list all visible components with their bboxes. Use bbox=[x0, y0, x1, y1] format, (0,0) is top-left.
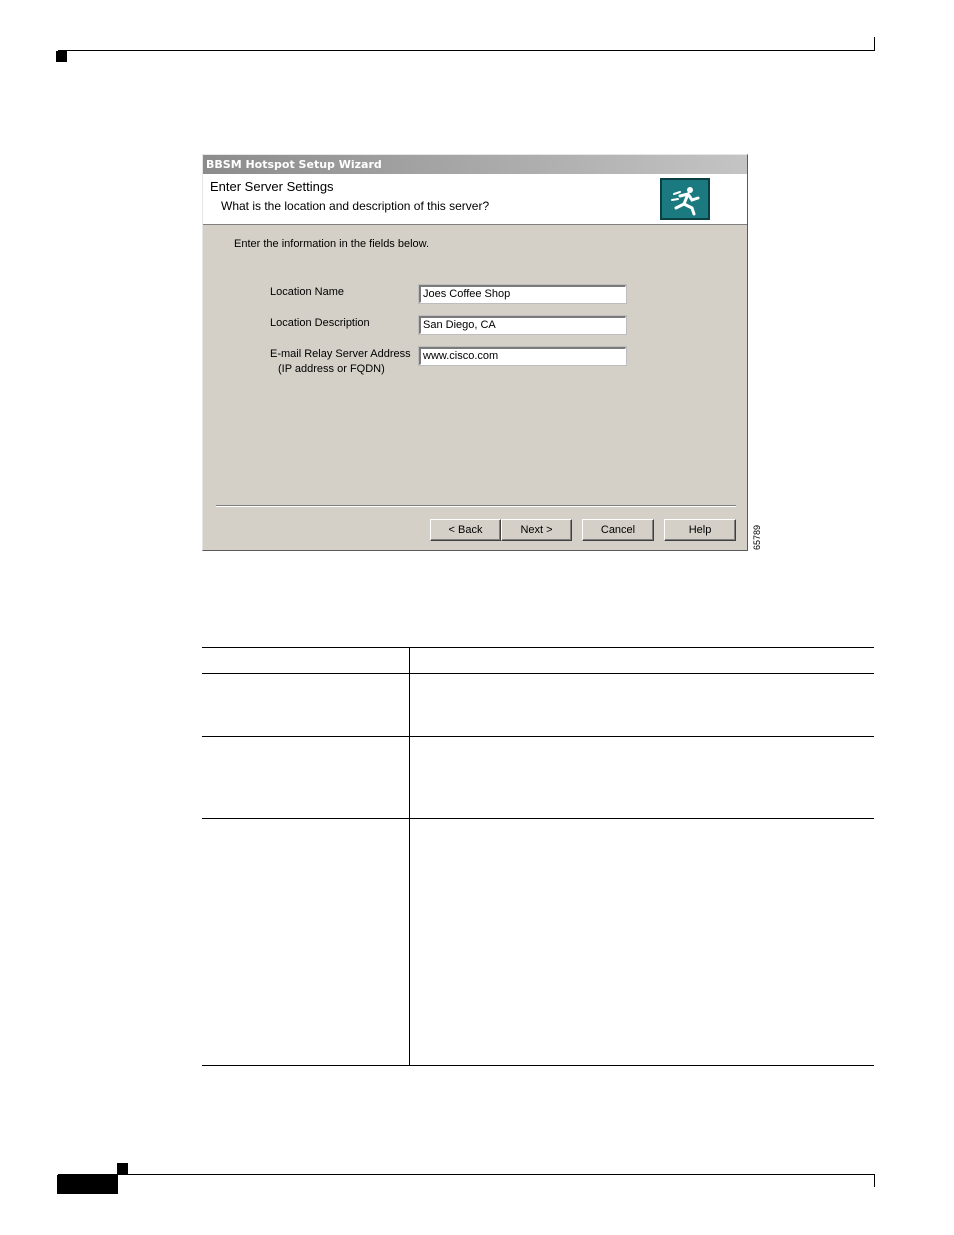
page-title: Enter Server Settings bbox=[210, 179, 334, 194]
email-relay-input[interactable]: www.cisco.com bbox=[419, 347, 626, 365]
location-name-label: Location Name bbox=[270, 286, 344, 298]
email-relay-label-line2: (IP address or FQDN) bbox=[278, 363, 385, 375]
footer-tick bbox=[874, 1174, 875, 1187]
header-tick bbox=[874, 37, 875, 51]
table-row-rule bbox=[202, 818, 874, 819]
page-subtitle: What is the location and description of this server? bbox=[221, 199, 490, 213]
table-row-rule bbox=[202, 736, 874, 737]
table-header-rule bbox=[202, 673, 874, 674]
help-button[interactable]: Help bbox=[664, 519, 736, 541]
location-description-label: Location Description bbox=[270, 317, 370, 329]
window-title[interactable]: BBSM Hotspot Setup Wizard bbox=[203, 155, 747, 174]
email-relay-label bbox=[270, 347, 411, 377]
email-relay-label-line1: E-mail Relay Server Address bbox=[270, 348, 411, 360]
footer-marker bbox=[117, 1163, 128, 1174]
back-button[interactable]: < Back bbox=[430, 519, 501, 541]
button-separator bbox=[216, 505, 736, 507]
intro-text: Enter the information in the fields below. bbox=[234, 238, 430, 250]
figure-id: 65789 bbox=[752, 524, 762, 550]
location-description-input[interactable]: San Diego, CA bbox=[419, 316, 626, 334]
cancel-button[interactable]: Cancel bbox=[582, 519, 654, 541]
footer-rule bbox=[58, 1174, 875, 1175]
table-column-divider bbox=[409, 648, 410, 1066]
header-marker bbox=[56, 51, 67, 62]
next-button[interactable]: Next > bbox=[501, 519, 572, 541]
wizard-banner bbox=[203, 174, 747, 225]
wizard-window bbox=[202, 154, 748, 551]
running-figure-icon bbox=[660, 178, 710, 220]
footer-block bbox=[57, 1175, 118, 1194]
table-bottom-rule bbox=[202, 1065, 874, 1066]
table-top-rule bbox=[202, 647, 874, 648]
header-rule bbox=[58, 50, 875, 51]
location-name-input[interactable]: Joes Coffee Shop bbox=[419, 285, 626, 303]
